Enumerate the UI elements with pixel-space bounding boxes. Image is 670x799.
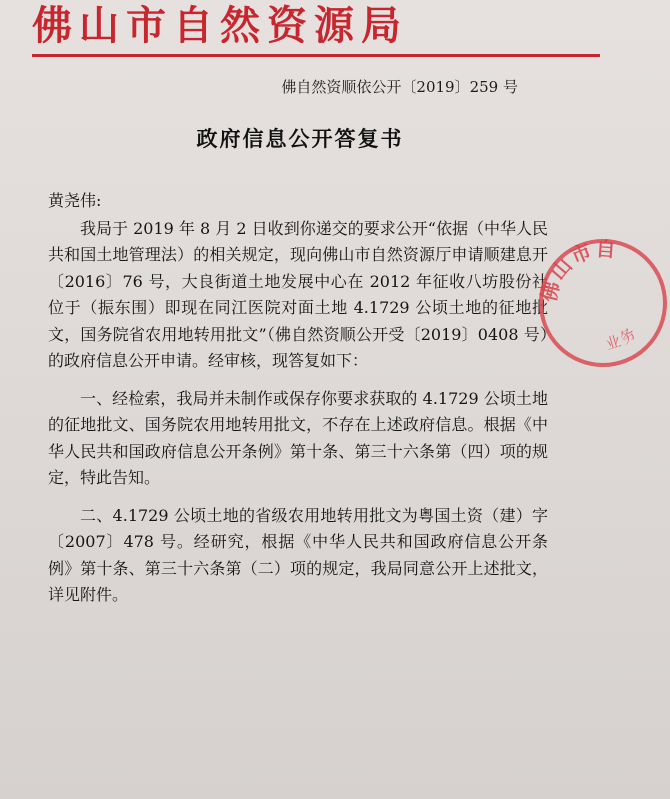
red-divider-line [32,54,600,57]
agency-masthead: 佛山市自然资源局 [32,2,408,49]
body-paragraph-intro: 我局于 2019 年 8 月 2 日收到你递交的要求公开“依据（中华人民共和国土地管理法）的相关规定，现向佛山市自然资源厅申请顺建息开〔2016〕76 号，大良街道土地发展中心在 2012 年征收八坊股份社位于（振东围）即现在同江医院对面土地 4.1729 公顷土地的征地批文，国务院省农用地转用批文”（佛自然资顺公开受〔2019〕0408 号）的政府信息公开申请。经审核，现答复如下： [48,218,548,370]
addressee: 黄尧伟: [48,191,102,210]
seal-text-top: 佛山市自 [536,236,619,304]
seal-text-bottom: 业务 [603,322,642,354]
document-title: 政府信息公开答复书 [196,127,404,151]
body-paragraph-item-1: 一、经检索，我局并未制作或保存你要求获取的 4.1729 公顷土地的征地批文、国务院农用地转用批文，不存在上述政府信息。根据《中华人民共和国政府信息公开条例》第十条、第三十六条第（四）项的规定，特此告知。 [48,388,548,487]
body-paragraph-item-2: 二、4.1729 公顷土地的省级农用地转用批文为粤国土资（建）字〔2007〕478 号。经研究，根据《中华人民共和国政府信息公开条例》第十条、第三十六条第（二）项的规定，我局同意公开上述批文，详见附件。 [48,505,548,604]
document-body [48,188,548,609]
official-seal-stamp [536,236,670,370]
document-number: 佛自然资顺依公开〔2019〕259 号 [281,78,518,96]
